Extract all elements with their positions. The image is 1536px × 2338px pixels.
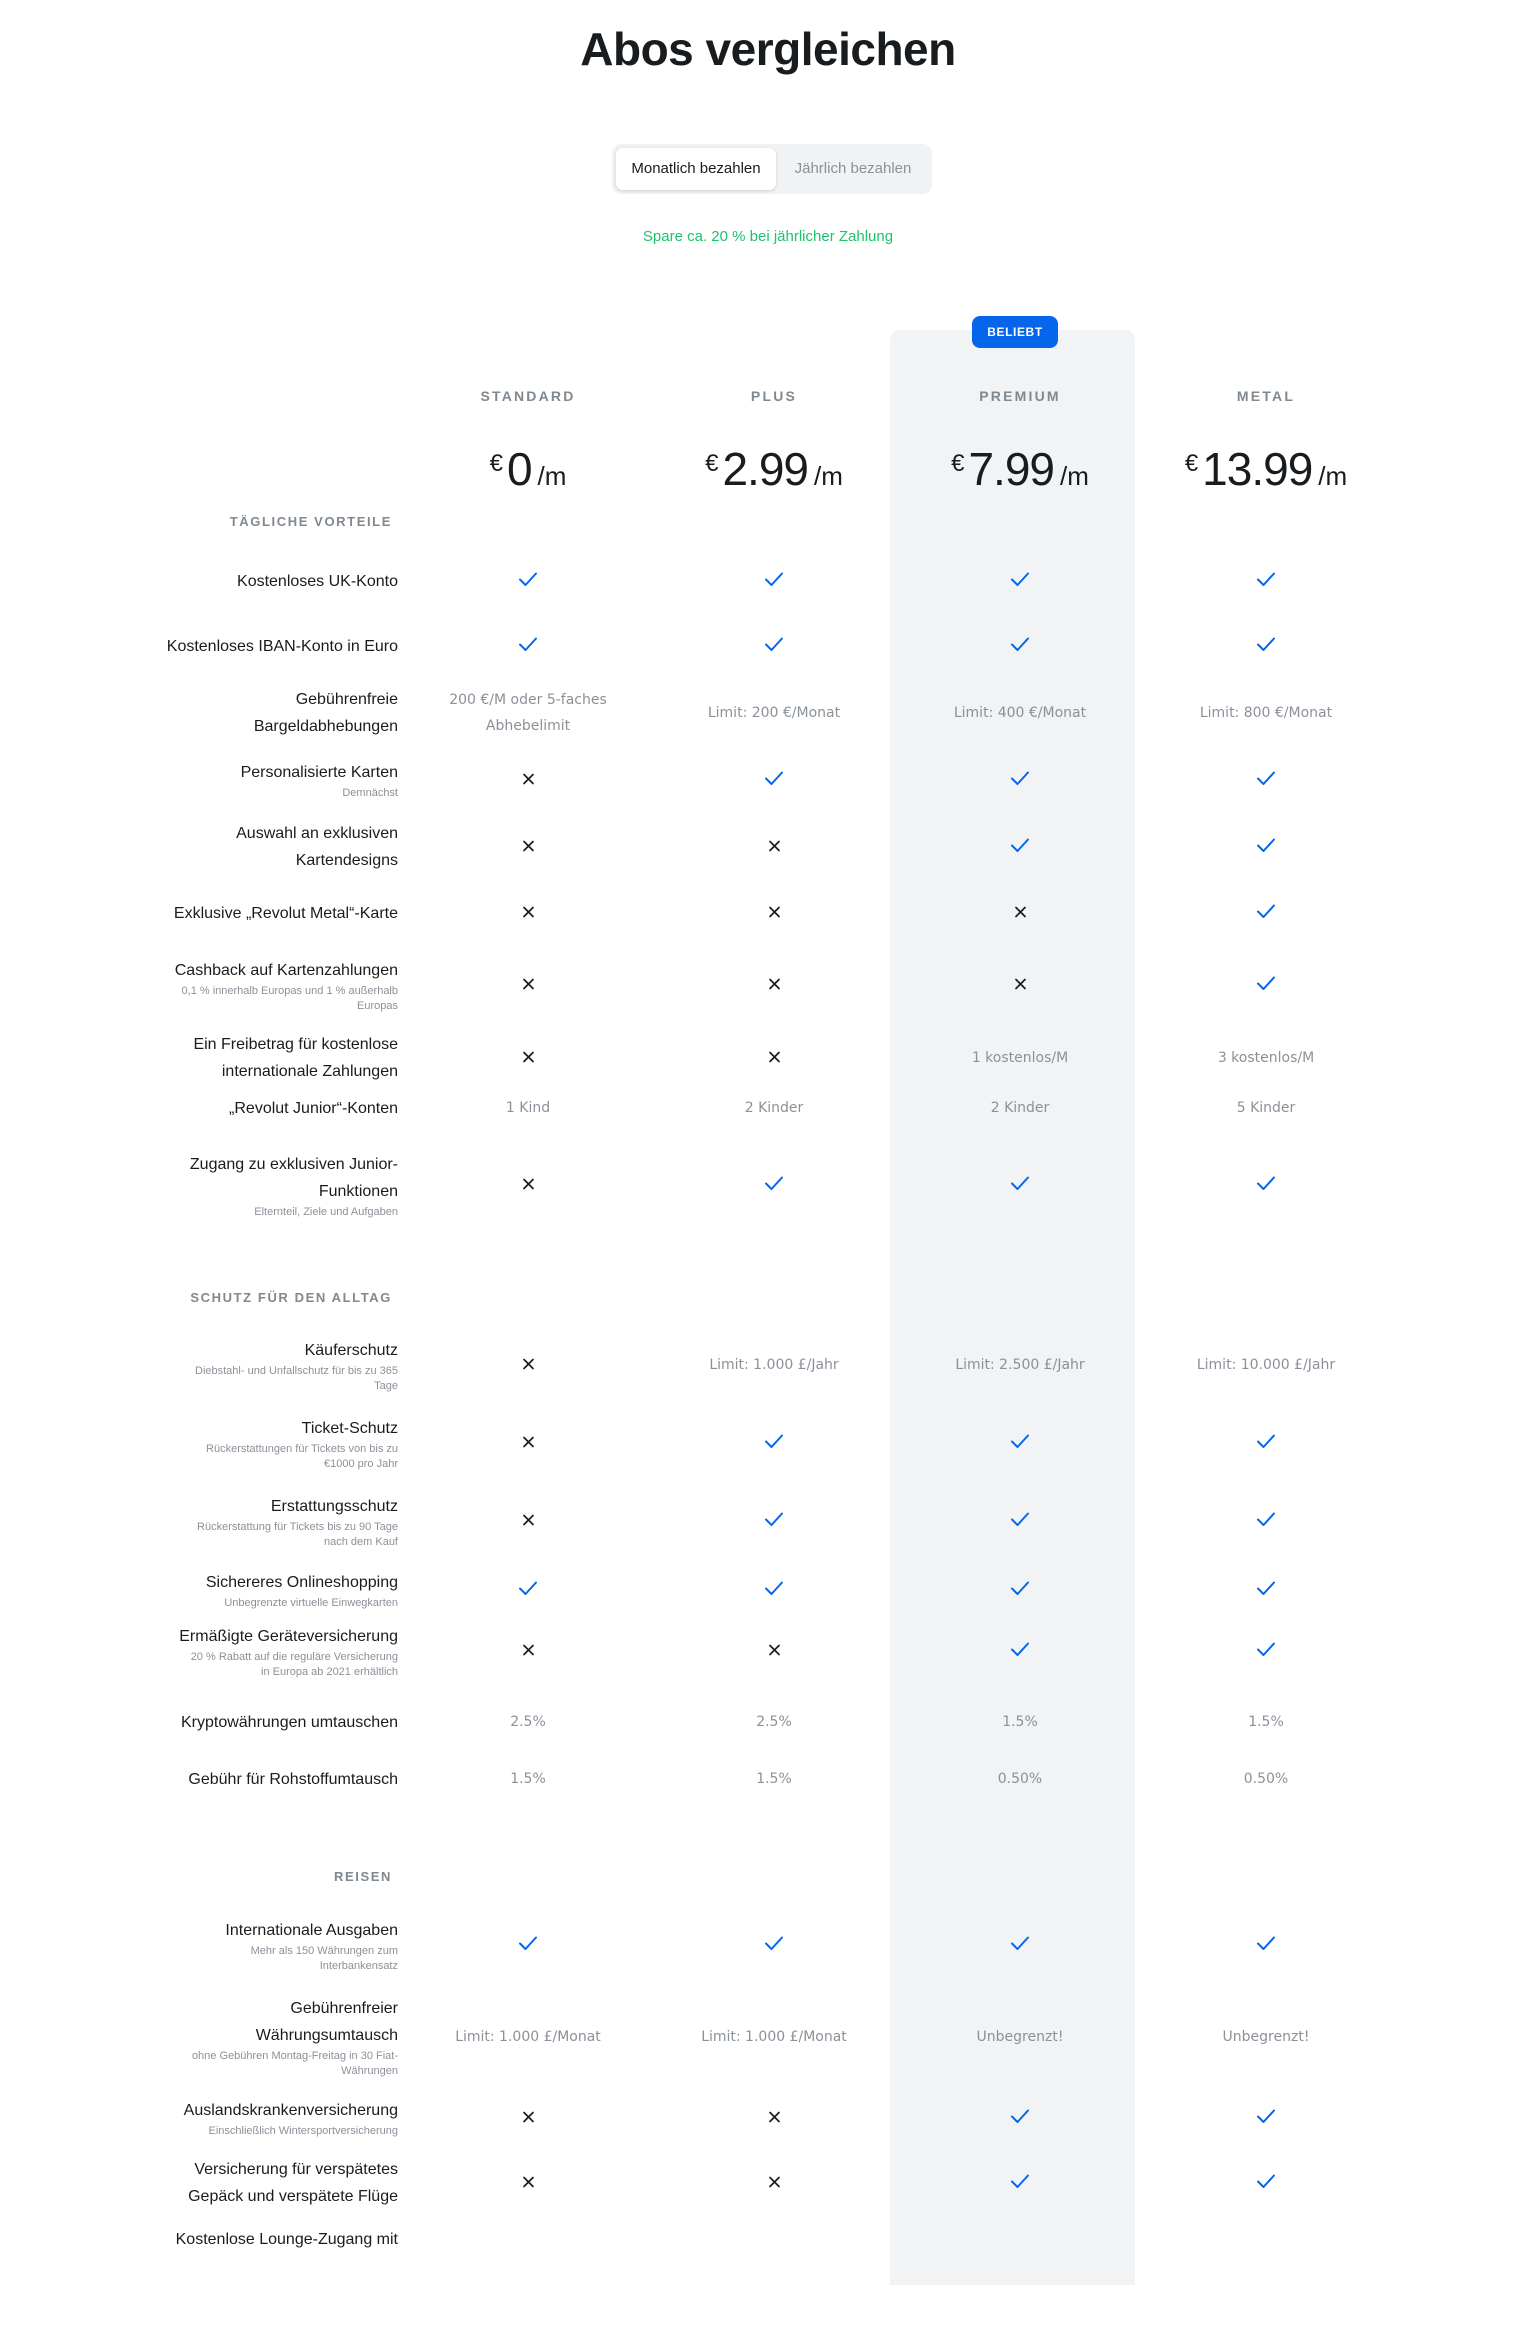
check-icon bbox=[764, 1434, 784, 1453]
feature-label bbox=[18, 2156, 398, 2210]
check-icon bbox=[1010, 2109, 1030, 2128]
feature-label bbox=[18, 568, 398, 595]
feature-name: Sichereres Onlineshopping bbox=[205, 1574, 398, 1591]
table-cell-metal bbox=[1144, 1433, 1389, 1453]
table-cell-plus bbox=[652, 904, 897, 923]
feature-subtitle: Tage bbox=[374, 1379, 398, 1392]
check-icon bbox=[1256, 1581, 1276, 1600]
table-cell-metal bbox=[1144, 1352, 1389, 1378]
monthly-billing-tab[interactable]: Monatlich bezahlen bbox=[616, 148, 776, 190]
table-cell-plus bbox=[652, 1511, 897, 1531]
section-title: REISEN bbox=[333, 1869, 392, 1884]
plan-name-plus: PLUS bbox=[750, 388, 798, 404]
table-cell-premium bbox=[898, 1641, 1143, 1661]
table-cell-plus bbox=[652, 1766, 897, 1792]
table-cell-premium bbox=[898, 1095, 1143, 1121]
table-cell-plus bbox=[652, 2109, 897, 2128]
table-cell-plus bbox=[652, 1642, 897, 1661]
table-cell-metal bbox=[1144, 1641, 1389, 1661]
check-icon bbox=[1256, 2174, 1276, 2193]
feature-name: Personalisierte Karten bbox=[240, 764, 398, 781]
table-cell-premium bbox=[898, 904, 1143, 923]
check-icon bbox=[764, 572, 784, 591]
feature-name: Kryptowährungen umtauschen bbox=[180, 1713, 398, 1731]
feature-label bbox=[18, 759, 398, 801]
cell-value: 0.50% bbox=[997, 1771, 1043, 1787]
cell-value: 1.5% bbox=[1002, 1714, 1038, 1730]
feature-name: Bargeldabhebungen bbox=[253, 718, 398, 735]
cell-value: 0.50% bbox=[1243, 1771, 1289, 1787]
price-currency: € bbox=[489, 450, 503, 477]
table-cell-standard bbox=[406, 1709, 651, 1735]
price-amount: 13.99 bbox=[1202, 443, 1313, 495]
check-icon bbox=[764, 1936, 784, 1955]
table-cell-plus bbox=[652, 1433, 897, 1453]
cell-value: Limit: 1.000 £/Monat bbox=[701, 2029, 847, 2045]
check-icon bbox=[1256, 572, 1276, 591]
table-cell-plus bbox=[652, 1175, 897, 1195]
check-icon bbox=[1256, 838, 1276, 857]
table-cell-premium bbox=[898, 2024, 1143, 2050]
cross-icon bbox=[768, 1642, 781, 1661]
feature-name: Auswahl an exklusiven bbox=[236, 825, 398, 842]
feature-name: Zugang zu exklusiven Junior- bbox=[189, 1155, 398, 1173]
feature-name: Käuferschutz bbox=[304, 1341, 398, 1359]
cell-value: Limit: 800 €/Monat bbox=[1199, 705, 1333, 721]
feature-label bbox=[18, 957, 398, 1014]
feature-name: Gepäck und verspätete Flüge bbox=[188, 2188, 398, 2205]
feature-label bbox=[18, 1337, 398, 1394]
cross-icon bbox=[522, 1642, 535, 1661]
price-period: /m bbox=[814, 461, 843, 491]
check-icon bbox=[1256, 771, 1276, 790]
cross-icon bbox=[522, 2174, 535, 2193]
feature-name: Funktionen bbox=[318, 1182, 398, 1200]
feature-label bbox=[18, 1415, 398, 1472]
feature-subtitle: Diebstahl- und Unfallschutz für bis zu 365 bbox=[195, 1364, 398, 1377]
plan-name-metal: METAL bbox=[1236, 388, 1296, 404]
table-cell-plus bbox=[652, 571, 897, 591]
check-icon bbox=[1010, 1176, 1030, 1195]
cross-icon bbox=[522, 976, 535, 995]
feature-subtitle: nach dem Kauf bbox=[324, 1535, 398, 1548]
table-cell-metal bbox=[1144, 837, 1389, 857]
table-cell-metal bbox=[1144, 2173, 1389, 2193]
table-cell-plus bbox=[652, 770, 897, 790]
feature-name: Exklusive „Revolut Metal“-Karte bbox=[173, 904, 398, 922]
check-icon bbox=[1010, 771, 1030, 790]
table-cell-standard bbox=[406, 571, 651, 591]
price-amount: 0 bbox=[506, 443, 532, 495]
feature-subtitle: Rückerstattung für Tickets bis zu 90 Tage bbox=[197, 1520, 398, 1533]
cell-value: Limit: 1.000 £/Jahr bbox=[709, 1357, 839, 1373]
cross-icon bbox=[768, 976, 781, 995]
feature-subtitle: Währungen bbox=[341, 2065, 398, 2077]
feature-name: Kostenloses UK-Konto bbox=[237, 572, 398, 590]
table-cell-premium bbox=[898, 1045, 1143, 1071]
cell-value: 1 Kind bbox=[505, 1100, 551, 1116]
feature-subtitle: in Europa ab 2021 erhältlich bbox=[261, 1665, 398, 1678]
feature-subtitle: ohne Gebühren Montag-Freitag in 30 Fiat- bbox=[191, 2050, 398, 2062]
price-period: /m bbox=[1318, 461, 1348, 491]
check-icon bbox=[1010, 1936, 1030, 1955]
table-cell-metal bbox=[1144, 1766, 1389, 1792]
plan-price-premium bbox=[898, 442, 1143, 496]
cell-value: 2.5% bbox=[756, 1714, 792, 1730]
feature-label bbox=[18, 900, 398, 927]
cell-value: Unbegrenzt! bbox=[1222, 2029, 1310, 2045]
feature-name: Erstattungsschutz bbox=[270, 1497, 398, 1515]
page-title: Abos vergleichen bbox=[580, 23, 956, 75]
feature-name: Gebührenfreier bbox=[290, 2000, 398, 2017]
feature-label bbox=[18, 1917, 398, 1974]
table-cell-premium bbox=[898, 837, 1143, 857]
feature-subtitle: Elternteil, Ziele und Aufgaben bbox=[254, 1205, 398, 1218]
plan-price-metal bbox=[1144, 442, 1389, 496]
feature-subtitle: 20 % Rabatt auf die reguläre Versicherung bbox=[190, 1650, 398, 1663]
cell-value: 200 €/M oder 5-faches bbox=[449, 692, 607, 708]
table-cell-premium bbox=[898, 770, 1143, 790]
check-icon bbox=[764, 637, 784, 656]
check-icon bbox=[1256, 1642, 1276, 1661]
table-cell-standard bbox=[406, 2024, 651, 2050]
cross-icon bbox=[768, 2174, 781, 2193]
check-icon bbox=[518, 637, 538, 656]
feature-name: internationale Zahlungen bbox=[221, 1063, 398, 1080]
table-cell-plus bbox=[652, 1352, 897, 1378]
table-cell-premium bbox=[898, 976, 1143, 995]
premium-column-highlight bbox=[890, 330, 1135, 2285]
feature-subtitle: Rückerstattungen für Tickets von bis zu bbox=[206, 1442, 398, 1455]
table-cell-plus bbox=[652, 1095, 897, 1121]
cross-icon bbox=[1014, 904, 1027, 923]
table-cell-plus bbox=[652, 1935, 897, 1955]
table-cell-standard bbox=[406, 2109, 651, 2128]
feature-label bbox=[18, 1493, 398, 1550]
cell-value: 1.5% bbox=[756, 1771, 792, 1787]
cross-icon bbox=[522, 1356, 535, 1375]
table-cell-standard bbox=[406, 771, 651, 790]
price-period: /m bbox=[537, 461, 567, 491]
feature-name: Währungsumtausch bbox=[255, 2027, 398, 2044]
cell-value: Abhebelimit bbox=[485, 718, 571, 734]
price-currency: € bbox=[1184, 450, 1199, 477]
cross-icon bbox=[522, 1512, 535, 1531]
table-cell-premium bbox=[898, 1766, 1143, 1792]
feature-label bbox=[18, 1709, 398, 1736]
check-icon bbox=[1010, 637, 1030, 656]
cell-value: Limit: 2.500 £/Jahr bbox=[955, 1357, 1085, 1373]
table-cell-plus bbox=[652, 2174, 897, 2193]
price-currency: € bbox=[951, 450, 965, 477]
cross-icon bbox=[1014, 976, 1027, 995]
table-cell-premium bbox=[898, 1935, 1143, 1955]
table-cell-premium bbox=[898, 2108, 1143, 2128]
cell-value: Limit: 10.000 £/Jahr bbox=[1196, 1357, 1336, 1373]
feature-name: Ticket-Schutz bbox=[301, 1419, 398, 1437]
feature-label bbox=[18, 2097, 398, 2139]
feature-subtitle: Demnächst bbox=[342, 787, 398, 799]
feature-label bbox=[18, 1095, 398, 1122]
cross-icon bbox=[522, 1176, 535, 1195]
table-cell-metal bbox=[1144, 636, 1389, 656]
price-amount: 2.99 bbox=[722, 443, 808, 495]
table-cell-metal bbox=[1144, 1709, 1389, 1735]
feature-name: Kostenlose Lounge-Zugang mit bbox=[175, 2230, 398, 2248]
table-cell-metal bbox=[1144, 2024, 1389, 2050]
section-title: TÄGLICHE VORTEILE bbox=[229, 514, 392, 529]
cross-icon bbox=[522, 838, 535, 857]
feature-subtitle: Interbankensatz bbox=[319, 1959, 398, 1972]
table-cell-metal bbox=[1144, 1935, 1389, 1955]
check-icon bbox=[764, 1512, 784, 1531]
table-cell-metal bbox=[1144, 975, 1389, 995]
table-cell-standard bbox=[406, 1434, 651, 1453]
yearly-billing-tab[interactable]: Jährlich bezahlen bbox=[794, 160, 912, 177]
table-cell-metal bbox=[1144, 2108, 1389, 2128]
billing-toggle bbox=[612, 144, 932, 194]
table-cell-standard bbox=[406, 2174, 651, 2193]
table-cell-standard bbox=[406, 904, 651, 923]
plan-name-premium: PREMIUM bbox=[979, 388, 1061, 404]
cell-value: 1 kostenlos/M bbox=[971, 1050, 1069, 1066]
feature-name: Gebührenfreie bbox=[295, 691, 398, 708]
table-cell-standard bbox=[406, 636, 651, 656]
check-icon bbox=[1256, 1936, 1276, 1955]
table-cell-premium bbox=[898, 571, 1143, 591]
table-cell-plus bbox=[652, 838, 897, 857]
table-cell-standard bbox=[406, 838, 651, 857]
table-cell-standard bbox=[406, 1049, 651, 1068]
feature-subtitle: Unbegrenzte virtuelle Einwegkarten bbox=[224, 1597, 398, 1609]
table-cell-premium bbox=[898, 1580, 1143, 1600]
table-cell-plus bbox=[652, 700, 897, 726]
table-cell-standard bbox=[406, 1642, 651, 1661]
check-icon bbox=[1010, 572, 1030, 591]
table-cell-premium bbox=[898, 1352, 1143, 1378]
feature-label bbox=[18, 1623, 398, 1680]
table-cell-plus bbox=[652, 1580, 897, 1600]
check-icon bbox=[1256, 637, 1276, 656]
table-cell-standard bbox=[406, 1356, 651, 1375]
table-cell-standard bbox=[406, 1935, 651, 1955]
feature-subtitle: Mehr als 150 Währungen zum bbox=[250, 1944, 398, 1957]
check-icon bbox=[1010, 2174, 1030, 2193]
feature-label bbox=[18, 1151, 398, 1220]
cell-value: 1.5% bbox=[1248, 1714, 1284, 1730]
cross-icon bbox=[768, 838, 781, 857]
cell-value: 2.5% bbox=[510, 1714, 546, 1730]
table-cell-metal bbox=[1144, 1175, 1389, 1195]
cross-icon bbox=[522, 1434, 535, 1453]
savings-note: Spare ca. 20 % bei jährlicher Zahlung bbox=[642, 228, 894, 245]
cross-icon bbox=[522, 771, 535, 790]
table-cell-premium bbox=[898, 2173, 1143, 2193]
check-icon bbox=[1256, 976, 1276, 995]
feature-name: Ein Freibetrag für kostenlose bbox=[193, 1036, 398, 1053]
plan-price-standard bbox=[406, 442, 651, 496]
table-cell-standard bbox=[406, 1176, 651, 1195]
popular-badge: BELIEBT bbox=[972, 316, 1058, 348]
table-cell-metal bbox=[1144, 1045, 1389, 1071]
feature-subtitle: €1000 pro Jahr bbox=[324, 1457, 398, 1470]
check-icon bbox=[764, 1176, 784, 1195]
table-cell-plus bbox=[652, 1049, 897, 1068]
feature-label bbox=[18, 1766, 398, 1793]
table-cell-premium bbox=[898, 1511, 1143, 1531]
check-icon bbox=[518, 1581, 538, 1600]
cross-icon bbox=[522, 1049, 535, 1068]
table-cell-metal bbox=[1144, 1095, 1389, 1121]
cell-value: Limit: 200 €/Monat bbox=[707, 705, 841, 721]
price-amount: 7.99 bbox=[968, 443, 1054, 495]
feature-label bbox=[18, 1569, 398, 1611]
feature-name: Kartendesigns bbox=[295, 852, 398, 869]
table-cell-standard bbox=[406, 976, 651, 995]
check-icon bbox=[518, 1936, 538, 1955]
table-cell-metal bbox=[1144, 770, 1389, 790]
cell-value: Unbegrenzt! bbox=[976, 2029, 1064, 2045]
table-cell-premium bbox=[898, 1175, 1143, 1195]
cross-icon bbox=[768, 1049, 781, 1068]
feature-label bbox=[18, 1031, 398, 1085]
check-icon bbox=[1010, 1512, 1030, 1531]
table-cell-plus bbox=[652, 976, 897, 995]
table-cell-standard bbox=[406, 1095, 651, 1121]
cell-value: 5 Kinder bbox=[1236, 1100, 1296, 1116]
table-cell-standard bbox=[406, 687, 651, 739]
table-cell-premium bbox=[898, 1433, 1143, 1453]
feature-name: Auslandskrankenversicherung bbox=[183, 2102, 398, 2119]
cross-icon bbox=[768, 2109, 781, 2128]
cell-value: Limit: 400 €/Monat bbox=[953, 705, 1087, 721]
price-currency: € bbox=[705, 450, 719, 477]
table-cell-standard bbox=[406, 1512, 651, 1531]
feature-label bbox=[18, 686, 398, 740]
feature-name: Versicherung für verspätetes bbox=[194, 2161, 398, 2178]
cell-value: 2 Kinder bbox=[744, 1100, 804, 1116]
table-cell-premium bbox=[898, 1709, 1143, 1735]
cross-icon bbox=[522, 904, 535, 923]
check-icon bbox=[1010, 1581, 1030, 1600]
table-cell-premium bbox=[898, 636, 1143, 656]
table-cell-metal bbox=[1144, 1580, 1389, 1600]
feature-name: Cashback auf Kartenzahlungen bbox=[174, 961, 398, 979]
check-icon bbox=[764, 1581, 784, 1600]
table-cell-standard bbox=[406, 1580, 651, 1600]
feature-name: Internationale Ausgaben bbox=[225, 1921, 398, 1939]
check-icon bbox=[1256, 1434, 1276, 1453]
check-icon bbox=[1256, 2109, 1276, 2128]
check-icon bbox=[764, 771, 784, 790]
table-cell-standard bbox=[406, 1766, 651, 1792]
table-cell-plus bbox=[652, 636, 897, 656]
feature-name: Ermäßigte Geräteversicherung bbox=[179, 1627, 398, 1645]
table-cell-metal bbox=[1144, 903, 1389, 923]
check-icon bbox=[1256, 1512, 1276, 1531]
table-cell-metal bbox=[1144, 571, 1389, 591]
feature-subtitle: 0,1 % innerhalb Europas und 1 % außerhalb bbox=[181, 984, 398, 997]
cross-icon bbox=[768, 904, 781, 923]
table-cell-plus bbox=[652, 2024, 897, 2050]
check-icon bbox=[1010, 1642, 1030, 1661]
check-icon bbox=[1256, 904, 1276, 923]
section-title: SCHUTZ FÜR DEN ALLTAG bbox=[190, 1290, 392, 1305]
feature-label bbox=[18, 633, 398, 660]
feature-label bbox=[18, 820, 398, 874]
feature-subtitle: Einschließlich Wintersportversicherung bbox=[208, 2125, 398, 2137]
table-cell-plus bbox=[652, 1709, 897, 1735]
cell-value: Limit: 1.000 £/Monat bbox=[455, 2029, 601, 2045]
cell-value: 2 Kinder bbox=[990, 1100, 1050, 1116]
plan-name-standard: STANDARD bbox=[480, 388, 576, 404]
cell-value: 1.5% bbox=[510, 1771, 546, 1787]
feature-name: Gebühr für Rohstoffumtausch bbox=[188, 1770, 398, 1788]
feature-label bbox=[18, 2226, 398, 2253]
check-icon bbox=[1010, 838, 1030, 857]
table-cell-metal bbox=[1144, 1511, 1389, 1531]
feature-subtitle: Europas bbox=[357, 999, 398, 1012]
feature-name: Kostenloses IBAN-Konto in Euro bbox=[166, 637, 398, 655]
plan-price-plus bbox=[652, 442, 897, 496]
table-cell-premium bbox=[898, 700, 1143, 726]
check-icon bbox=[518, 572, 538, 591]
feature-label bbox=[18, 1995, 398, 2079]
feature-name: „Revolut Junior“-Konten bbox=[229, 1099, 398, 1117]
table-cell-metal bbox=[1144, 700, 1389, 726]
cell-value: 3 kostenlos/M bbox=[1217, 1050, 1315, 1066]
price-period: /m bbox=[1060, 461, 1089, 491]
check-icon bbox=[1010, 1434, 1030, 1453]
cross-icon bbox=[522, 2109, 535, 2128]
check-icon bbox=[1256, 1176, 1276, 1195]
